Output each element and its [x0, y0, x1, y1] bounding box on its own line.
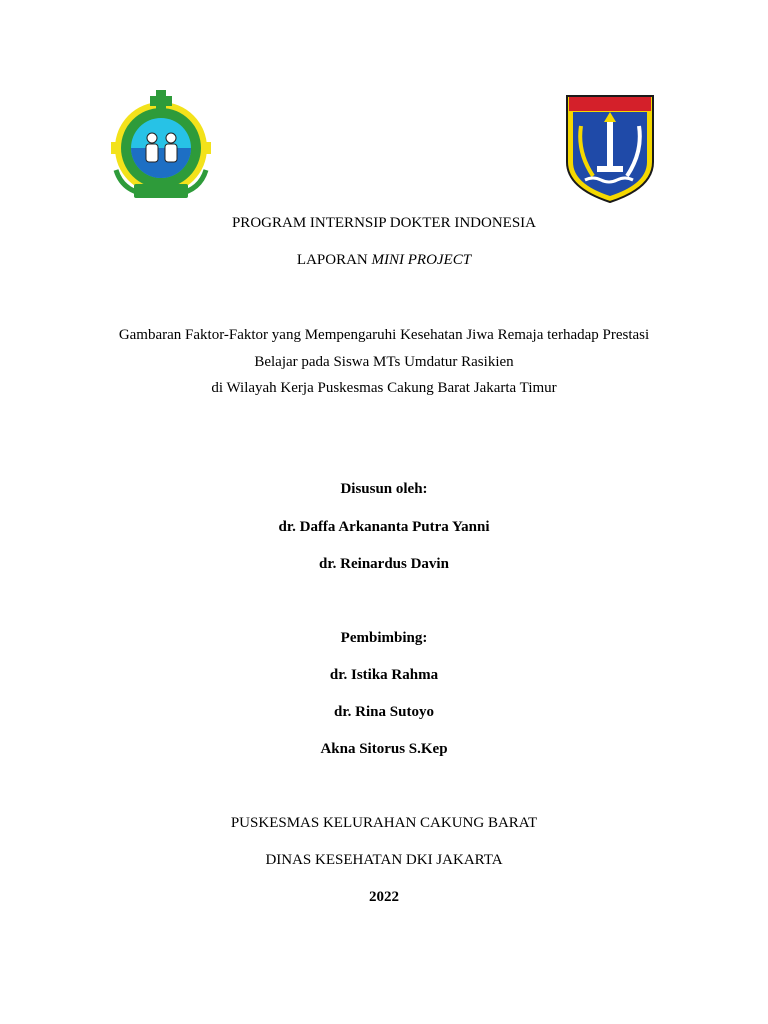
institution-name: PUSKESMAS KELURAHAN CAKUNG BARAT [230, 815, 538, 831]
program-title: PROGRAM INTERNSIP DOKTER INDONESIA [231, 215, 537, 231]
supervisor-name: dr. Rina Sutoyo [334, 704, 434, 720]
report-title-italic: MINI PROJECT [371, 252, 472, 268]
supervisor-name: dr. Istika Rahma [329, 667, 439, 683]
supervisor-name: Akna Sitorus S.Kep [320, 741, 448, 757]
department-name: DINAS KESEHATAN DKI JAKARTA [265, 852, 503, 868]
supervisors-label: Pembimbing: [340, 630, 428, 646]
authors-label: Disusun oleh: [340, 481, 428, 497]
author-name: dr. Daffa Arkananta Putra Yanni [278, 519, 490, 535]
report-title [0, 251, 768, 269]
topic-line-3: di Wilayah Kerja Puskesmas Cakung Barat Jakarta Timur [211, 380, 557, 396]
report-year: 2022 [369, 889, 399, 905]
report-title-prefix: LAPORAN [296, 252, 372, 268]
topic-line-2: Belajar pada Siswa MTs Umdatur Rasikien [254, 354, 514, 370]
puskesmas-logo-icon [108, 90, 214, 202]
topic-line-1: Gambaran Faktor-Faktor yang Mempengaruhi Kesehatan Jiwa Remaja terhadap Prestasi [118, 327, 650, 343]
author-name: dr. Reinardus Davin [319, 556, 449, 572]
jaya-raya-emblem-icon [563, 92, 657, 204]
